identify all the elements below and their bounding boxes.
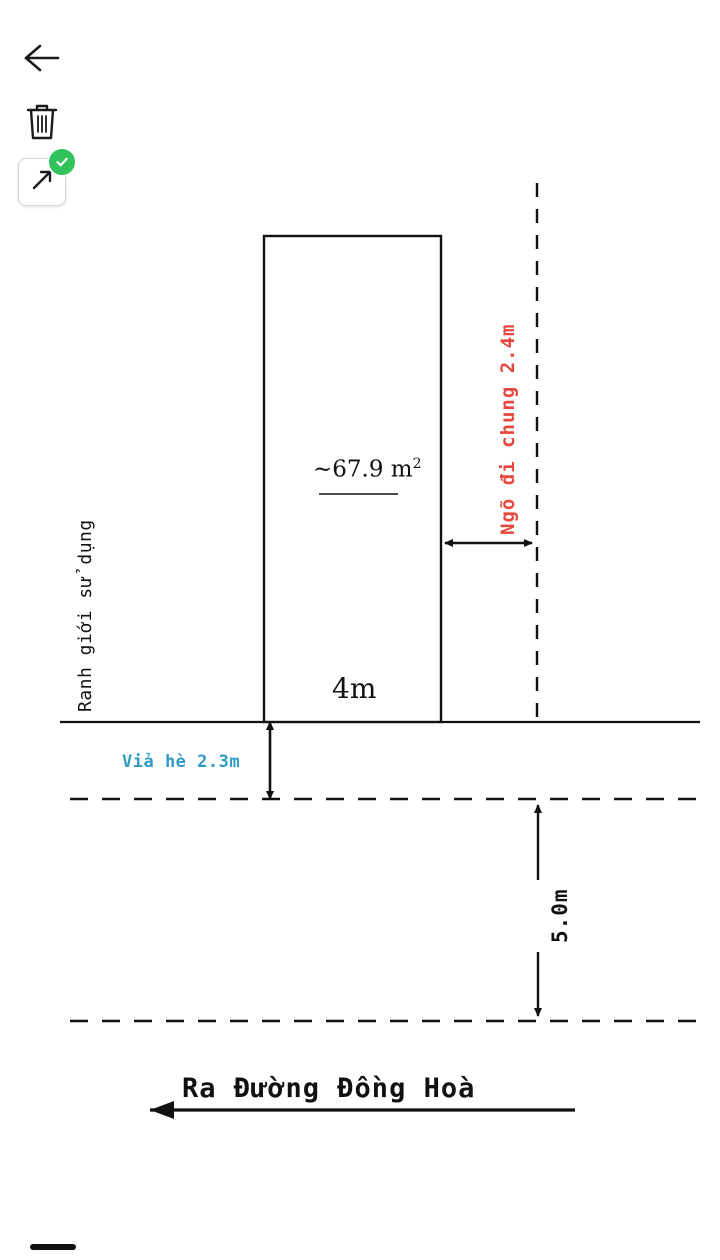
area-label: ~67.9 $m^2$	[313, 456, 422, 483]
toolbar	[14, 30, 84, 206]
delete-button[interactable]	[14, 94, 70, 150]
alley-label: Ngõ đi chung 2.4m	[497, 323, 519, 535]
frontage-label: 4m	[332, 672, 377, 705]
trash-icon	[22, 100, 62, 144]
home-indicator	[30, 1244, 76, 1250]
select-tool-button[interactable]	[18, 158, 66, 206]
check-icon	[47, 147, 77, 177]
back-button[interactable]	[14, 30, 70, 86]
back-arrow-icon	[20, 38, 64, 78]
road-width-label: 5.0m	[548, 888, 572, 943]
boundary-label: Ranh giới sử dụng	[75, 519, 96, 712]
road-direction-label: Ra Đường Đồng Hoà	[182, 1073, 476, 1104]
sidewalk-label: Vỉa hè 2.3m	[122, 752, 241, 772]
